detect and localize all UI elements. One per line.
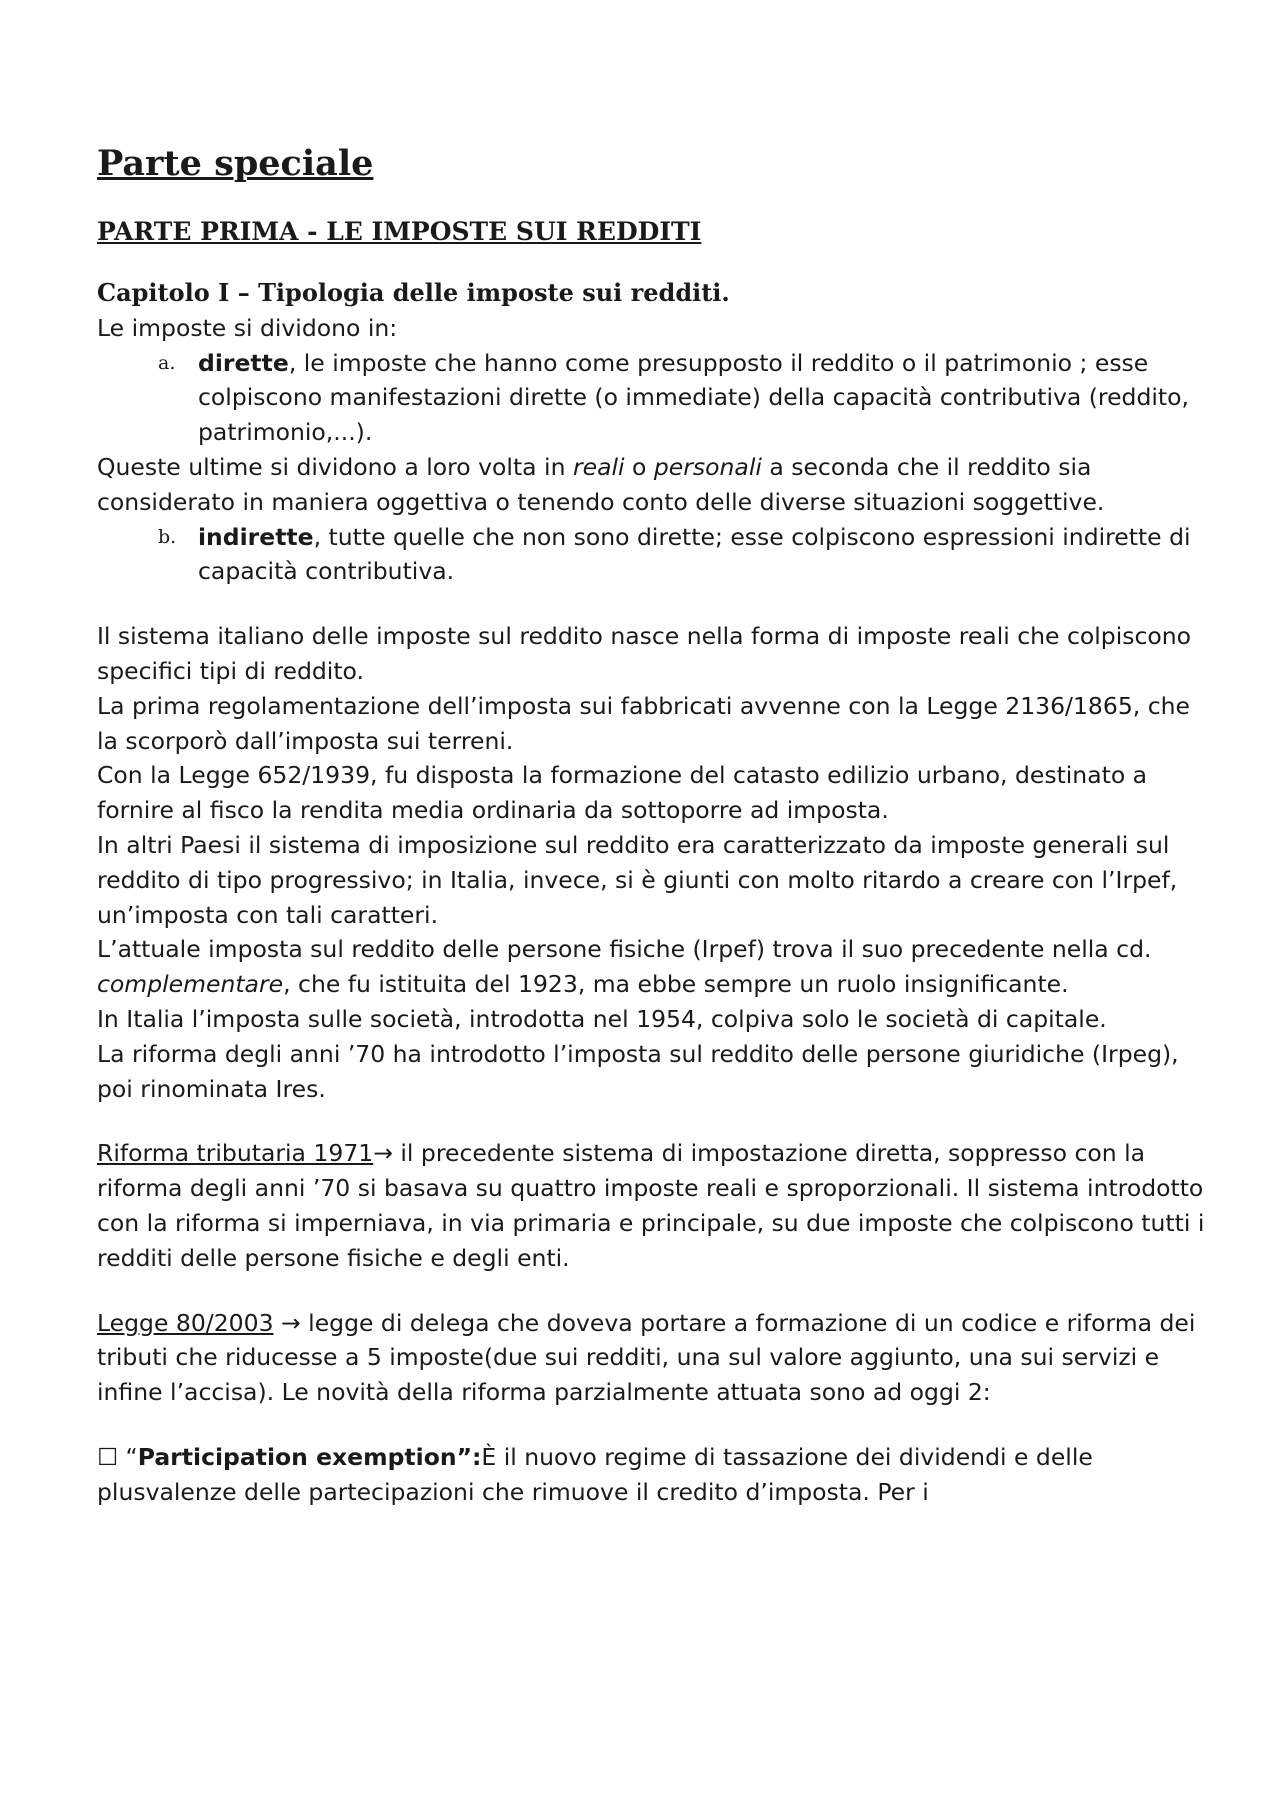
term-indirette: indirette [198,522,314,551]
paragraph: In altri Paesi il sistema di imposizione sul reddito era caratterizzato da imposte generali sul reddito di tipo progressivo; in Italia, invece, si è giunti con molto ritardo a creare con l’Irpef, un’imposta con tali caratteri. [97,830,1178,929]
list-marker: b. [158,525,177,548]
paragraph: L’attuale imposta sul reddito delle persone fisiche (Irpef) trova il suo precedente nella cd. complementare, che fu istituita del 1923, ma ebbe sempre un ruolo insignificante. [97,935,1152,999]
paragraph: Il sistema italiano delle imposte sul reddito nasce nella forma di imposte reali che colpiscono specifici tipi di reddito. [97,622,1192,685]
chapter-heading: Capitolo I – Tipologia delle imposte sui redditi. [97,278,730,307]
term-dirette: dirette [198,348,289,377]
list-item-dirette [97,346,1207,450]
document-page [97,140,1207,1510]
participation-paragraph: ☐ “Participation exemption”:È il nuovo regime di tassazione dei dividendi e delle plusvalenze delle partecipazioni che rimuove il credito d’imposta. Per i [97,1442,1093,1506]
paragraph: La prima regolamentazione dell’imposta sui fabbricati avvenne con la Legge 2136/1865, che la scorporò dall’imposta sui terreni. [97,691,1190,755]
legge-paragraph: Legge 80/2003 → legge di delega che doveva portare a formazione di un codice e riforma dei tributi che riducesse a 5 imposte(due sui redditi, una sul valore aggiunto, una sui servizi e infine l’accisa). Le novità della riforma parzialmente attuata sono ad oggi 2: [97,1308,1196,1407]
arrow-icon: → [273,1308,309,1337]
riforma-link: Riforma tributaria 1971 [97,1139,374,1168]
term-participation: Participation exemption”: [137,1442,482,1471]
list-text: dirette, le imposte che hanno come presupposto il reddito o il patrimonio ; esse colpiscono manifestazioni dirette (o immediate) della capacità contributiva (reddito, patrimonio,...). [198,348,1189,447]
paragraph: La riforma degli anni ’70 ha introdotto l’imposta sul reddito delle persone giuridiche (Irpeg), poi rinominata Ires. [97,1039,1179,1103]
term-complementare: complementare [97,970,284,999]
page-title: Parte speciale [97,143,374,184]
part-heading: PARTE PRIMA - LE IMPOSTE SUI REDDITI [97,217,702,246]
arrow-icon: → [373,1139,393,1168]
checkbox-icon: ☐ [97,1442,119,1471]
list-marker: a. [158,351,176,374]
intro-text: Le imposte si dividono in: [97,313,398,342]
legge-link: Legge 80/2003 [97,1308,274,1337]
paragraph: In Italia l’imposta sulle società, introdotta nel 1954, colpiva solo le società di capitale. [97,1004,1107,1033]
list-text: indirette, tutte quelle che non sono dirette; esse colpiscono espressioni indirette di capacità contributiva. [198,522,1191,586]
term-personali: personali [653,452,762,481]
list-item-indirette [97,520,1207,590]
paragraph: Con la Legge 652/1939, fu disposta la formazione del catasto edilizio urbano, destinato a fornire al fisco la rendita media ordinaria da sottoporre ad imposta. [97,761,1148,825]
term-reali: reali [572,452,625,481]
note-paragraph: Queste ultime si dividono a loro volta in reali o personali a seconda che il reddito sia considerato in maniera oggettiva o tenendo conto delle diverse situazioni soggettive. [97,452,1105,516]
riforma-paragraph: Riforma tributaria 1971→ il precedente sistema di impostazione diretta, soppresso con la riforma degli anni ’70 si basava su quattro imposte reali e sproporzionali. Il sistema introdotto con la riforma si imperniava, in via primaria e principale, su due imposte che colpiscono tutti i redditi delle persone fisiche e degli enti. [97,1139,1205,1272]
